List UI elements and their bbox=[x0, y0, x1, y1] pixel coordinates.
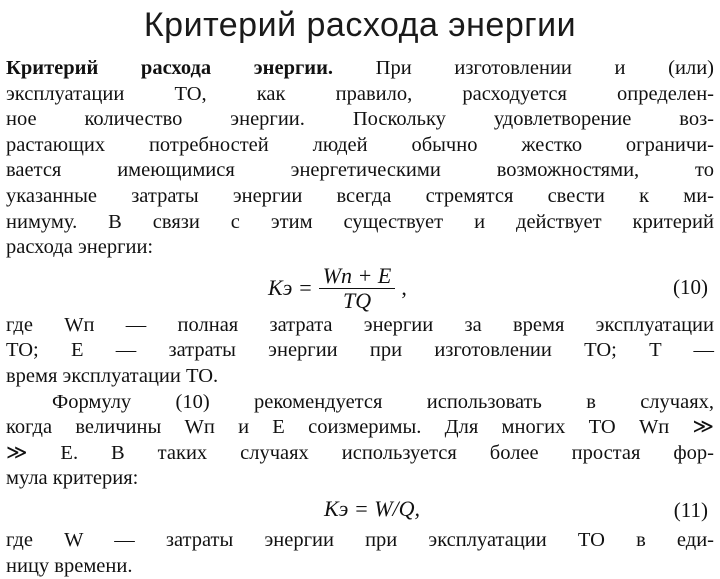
text-line: растающих потребностей людей обычно жестко ограничи- bbox=[6, 133, 714, 159]
text-line: время эксплуатации ТО. bbox=[6, 364, 714, 390]
equation-number: (10) bbox=[673, 275, 708, 301]
text-line: вается имеющимися энергетическими возможностями, то bbox=[6, 158, 714, 184]
paragraph-usage bbox=[6, 390, 714, 492]
text-line: ≫ E. В таких случаях используется более простая фор- bbox=[6, 441, 714, 467]
text-line-fragment: При изготовлении и (или) bbox=[333, 57, 714, 79]
text-line: нимуму. В связи с этим существует и действует критерий bbox=[6, 210, 714, 236]
paragraph-definition-w bbox=[6, 528, 714, 579]
formula-trail: , bbox=[401, 275, 407, 301]
text-line: эксплуатации ТО, как правило, расходуется определен- bbox=[6, 82, 714, 108]
formula-10 bbox=[6, 261, 714, 313]
formula-11 bbox=[6, 492, 714, 528]
text-line: ТО; E — затраты энергии при изготовлении ТО; T — bbox=[6, 338, 714, 364]
scanned-text-block bbox=[6, 56, 714, 579]
slide-title: Критерий расхода энергии bbox=[0, 6, 720, 45]
formula-body bbox=[268, 265, 407, 312]
text-line: Формулу (10) рекомендуется использовать в случаях, bbox=[6, 390, 714, 416]
term-heading: Критерий расхода энергии. bbox=[6, 57, 333, 79]
formula-denominator: TQ bbox=[343, 289, 371, 312]
text-line: мула критерия: bbox=[6, 466, 714, 492]
formula-lhs: Kэ = bbox=[268, 275, 313, 301]
paragraph-definitions bbox=[6, 313, 714, 390]
text-line: указанные затраты энергии всегда стремятся свести к ми- bbox=[6, 184, 714, 210]
formula-fraction bbox=[319, 265, 396, 312]
text-line: где W — затраты энергии при эксплуатации ТО в еди- bbox=[6, 528, 714, 554]
text-line: где Wп — полная затрата энергии за время эксплуатации bbox=[6, 313, 714, 339]
text-line: ное количество энергии. Поскольку удовлетворение воз- bbox=[6, 107, 714, 133]
text-line: когда величины Wп и E соизмеримы. Для многих ТО Wп ≫ bbox=[6, 415, 714, 441]
formula-body: Kэ = W/Q, bbox=[324, 496, 420, 522]
text-line bbox=[6, 56, 714, 82]
equation-number: (11) bbox=[674, 498, 708, 524]
paragraph-intro bbox=[6, 56, 714, 261]
text-line: ницу времени. bbox=[6, 554, 714, 579]
formula-numerator: Wп + E bbox=[319, 265, 396, 289]
text-line: расхода энергии: bbox=[6, 235, 714, 261]
